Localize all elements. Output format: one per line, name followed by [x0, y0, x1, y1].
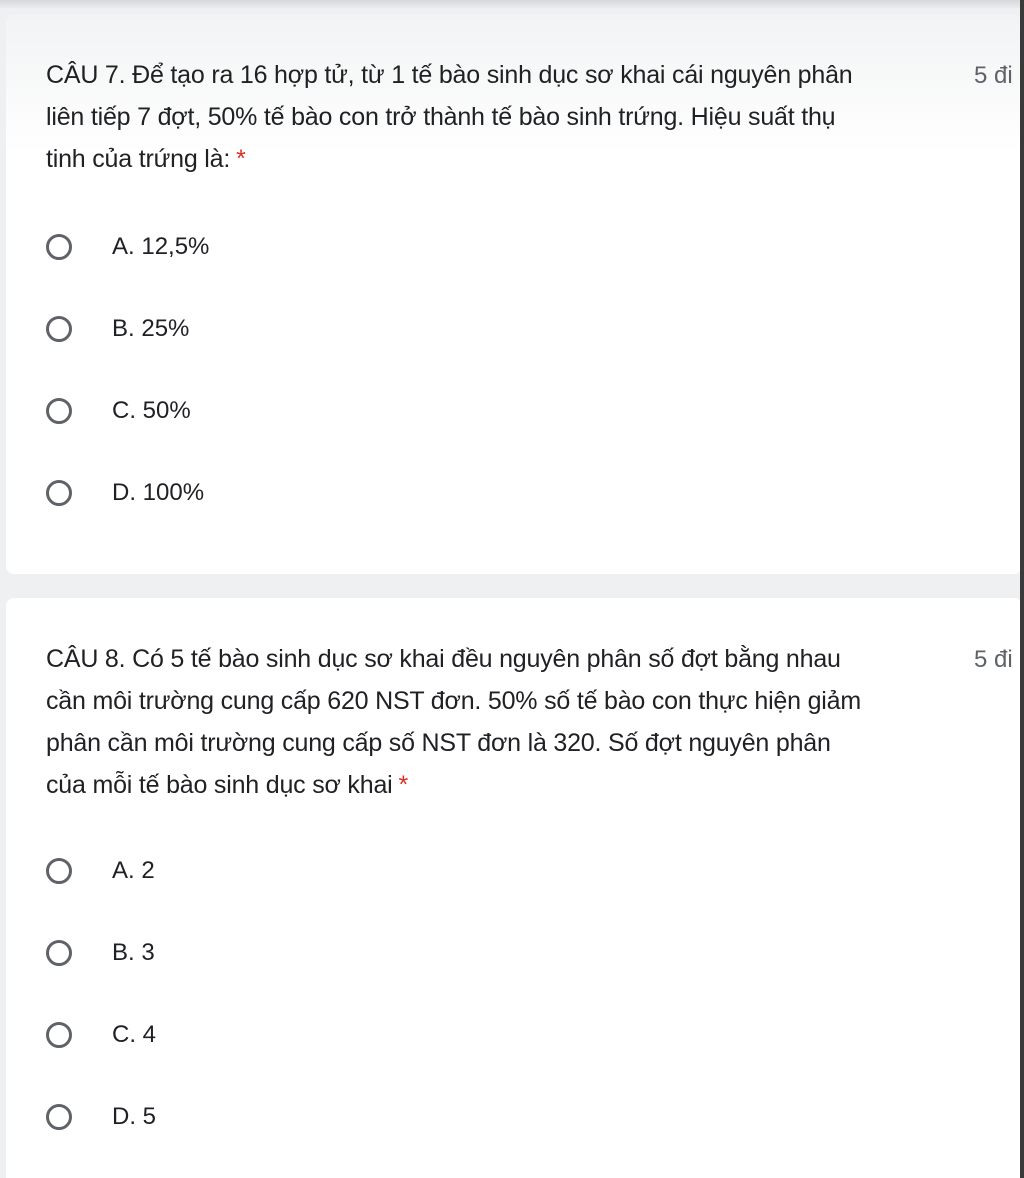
- question-line-last: [46, 138, 966, 180]
- question-line: cần môi trường cung cấp 620 NST đơn. 50% số tế bào con thực hiện giảm: [46, 687, 861, 715]
- radio-button[interactable]: [46, 316, 72, 342]
- option-c[interactable]: [46, 391, 191, 431]
- question-line: phân cần môi trường cung cấp số NST đơn là 320. Số đợt nguyên phân: [46, 729, 831, 757]
- option-a[interactable]: [46, 227, 209, 267]
- question-line: CÂU 8. Có 5 tế bào sinh dục sơ khai đều nguyên phân số đợt bằng nhau: [46, 645, 841, 673]
- option-label: C. 4: [112, 1021, 157, 1048]
- points-label: 5 đi: [974, 62, 1013, 89]
- question-line-text: tinh của trứng là:: [46, 145, 231, 173]
- required-asterisk: *: [398, 771, 409, 799]
- question-line-text: của mỗi tế bào sinh dục sơ khai: [46, 771, 393, 799]
- option-label: B. 25%: [112, 315, 190, 342]
- option-d[interactable]: [46, 473, 204, 513]
- radio-button[interactable]: [46, 940, 72, 966]
- radio-button[interactable]: [46, 480, 72, 506]
- question-text: [46, 638, 966, 806]
- question-text: [46, 54, 966, 180]
- radio-button[interactable]: [46, 398, 72, 424]
- option-label: A. 12,5%: [112, 233, 210, 260]
- question-card-7: [6, 14, 1022, 574]
- radio-button[interactable]: [46, 1022, 72, 1048]
- required-asterisk: *: [236, 145, 246, 173]
- option-a[interactable]: [46, 851, 155, 891]
- option-label: C. 50%: [112, 397, 191, 424]
- question-line: liên tiếp 7 đợt, 50% tế bào con trở thành tế bào sinh trứng. Hiệu suất thụ: [46, 103, 836, 131]
- radio-button[interactable]: [46, 234, 72, 260]
- option-d[interactable]: [46, 1097, 156, 1137]
- top-divider: [0, 0, 1024, 8]
- points-label: 5 đi: [974, 646, 1013, 673]
- option-label: D. 100%: [112, 479, 205, 506]
- option-label: D. 5: [112, 1103, 157, 1130]
- question-line-last: [46, 764, 966, 806]
- question-line: CÂU 7. Để tạo ra 16 hợp tử, từ 1 tế bào sinh dục sơ khai cái nguyên phân: [46, 61, 853, 89]
- question-card-8: [6, 598, 1022, 1178]
- option-label: B. 3: [112, 939, 155, 966]
- window-edge: [1020, 0, 1024, 1178]
- radio-button[interactable]: [46, 1104, 72, 1130]
- radio-button[interactable]: [46, 858, 72, 884]
- option-label: A. 2: [112, 857, 155, 884]
- option-c[interactable]: [46, 1015, 156, 1055]
- option-b[interactable]: [46, 933, 155, 973]
- option-b[interactable]: [46, 309, 189, 349]
